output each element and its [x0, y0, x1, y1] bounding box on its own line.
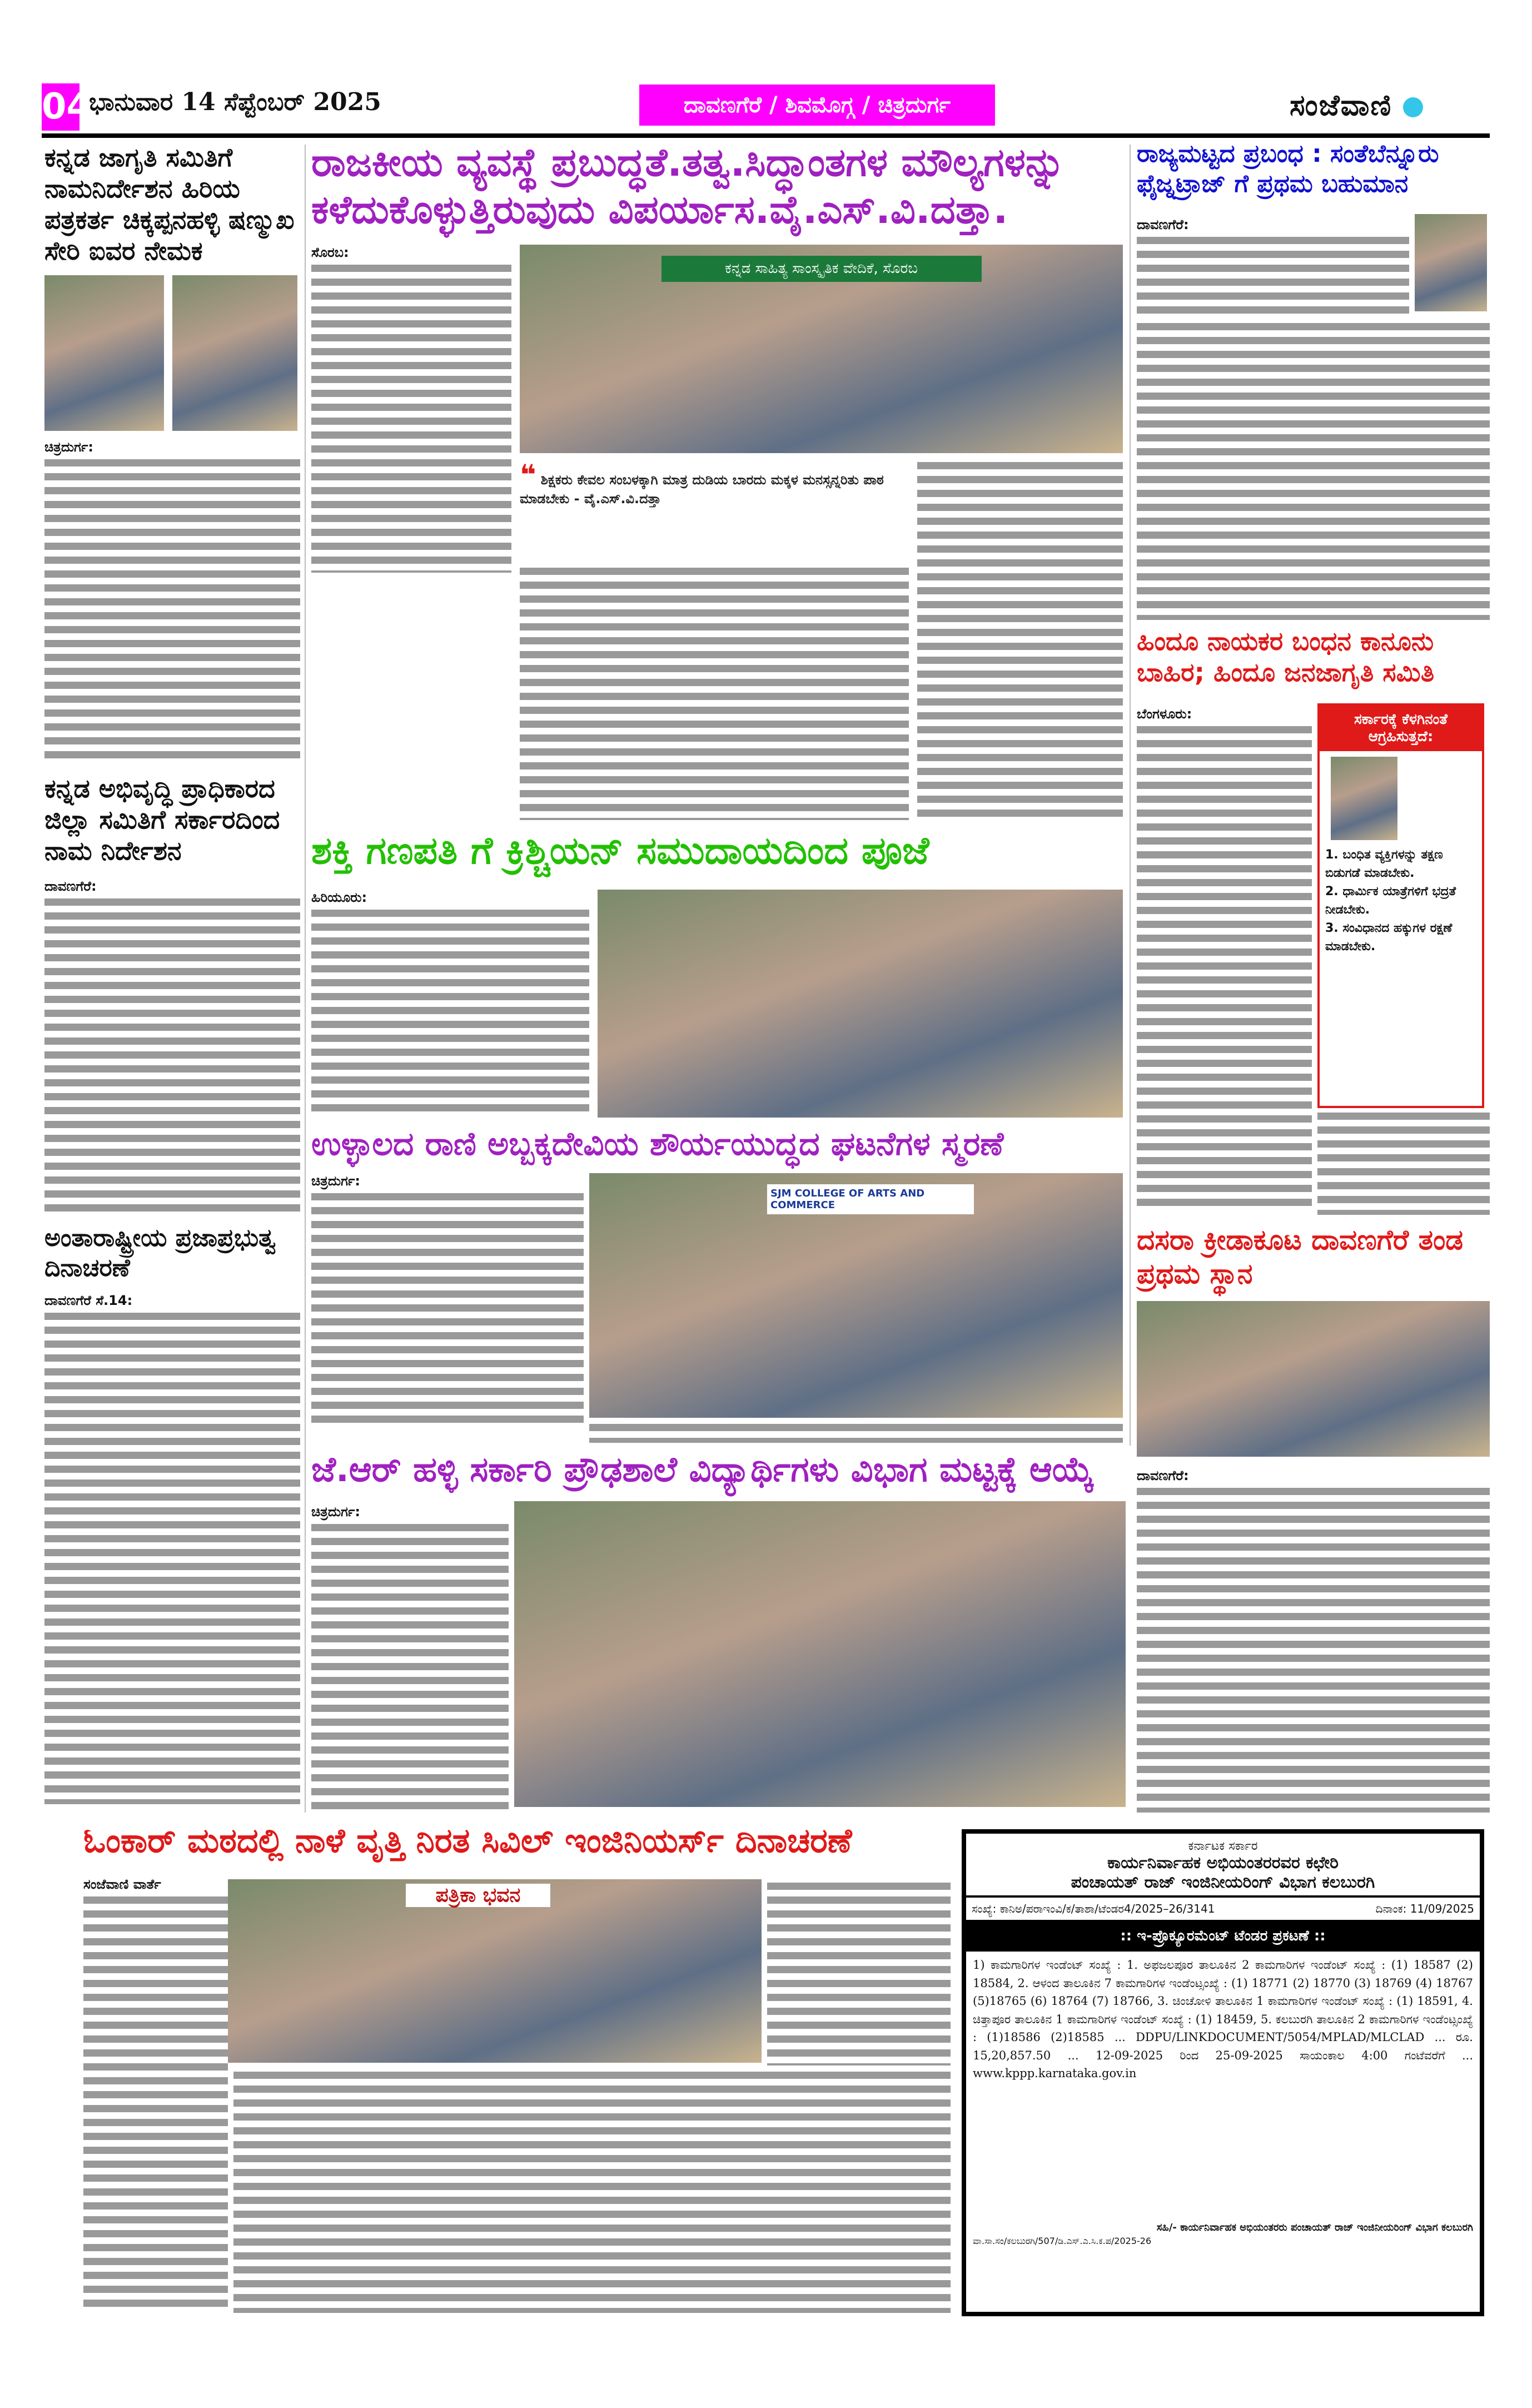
- dateline: ಬೆಂಗಳೂರು:: [1137, 706, 1192, 722]
- dateline: ದಾವಣಗೆರೆ:: [1137, 217, 1189, 232]
- dateline: ಹಿರಿಯೂರು:: [311, 890, 367, 905]
- article-body: [917, 459, 1123, 820]
- portrait-photo: [172, 275, 297, 431]
- jr-halli-headline: ಜೆ.ಆರ್ ಹಳ್ಳಿ ಸರ್ಕಾರಿ ಪ್ರೌಢಶಾಲೆ ವಿದ್ಯಾರ್ಥಿಗಳು ವಿಭಾಗ ಮಟ್ಟಕ್ಕೆ ಆಯ್ಕೆ: [311, 1449, 1094, 1490]
- article-body: [1137, 723, 1312, 1212]
- article-body: [311, 1190, 584, 1423]
- article-body: [44, 1309, 300, 1804]
- demands-title: ಸರ್ಕಾರಕ್ಕೆ ಕೆಳಗಿನಂತೆ ಆಗ್ರಹಿಸುತ್ತದೆ:: [1320, 706, 1482, 751]
- article-body: [1137, 320, 1490, 620]
- article-body: [311, 261, 511, 573]
- tender-date: ದಿನಾಂಕ: 11/09/2025: [1375, 1902, 1474, 1915]
- article-body: [311, 906, 589, 1118]
- tender-title: :: ಇ-ಪ್ರೊಕ್ಯೂರಮೆಂಟ್ ಟೆಂಡರ ಪ್ರಕಟಣೆ ::: [966, 1921, 1480, 1952]
- dateline: ದಾವಣಗೆರೆ ಸೆ.14:: [44, 1293, 133, 1308]
- article-body: [1137, 234, 1409, 317]
- tender-notice: [962, 1829, 1484, 2316]
- article-body: [83, 1893, 228, 2310]
- tender-govt: ಕರ್ನಾಟಕ ಸರ್ಕಾರ: [1188, 1839, 1258, 1853]
- ullala-headline: ಉಳ್ಳಾಲದ ರಾಣಿ ಅಬ್ಬಕ್ಕದೇವಿಯ ಶೌರ್ಯಯುದ್ಧದ ಘಟನೆಗಳ ಸ್ಮರಣೆ: [311, 1125, 1004, 1163]
- main-headline: ರಾಜಕೀಯ ವ್ಯವಸ್ಥೆ ಪ್ರಬುದ್ಧತೆ.ತತ್ವ.ಸಿದ್ಧಾಂತಗಳ ಮೌಲ್ಯಗಳನ್ನು ಕಳೆದುಕೊಳ್ಳುತ್ತಿರುವುದು ವಿಪರ್ಯಾಸ.ವೈ.ಎಸ್.ವಿ.ದತ್ತಾ.: [311, 140, 1065, 233]
- dateline: ಸಂಜೆವಾಣಿ ವಾರ್ತೆ: [83, 1876, 161, 1892]
- dateline: ದಾವಣಗೆರೆ:: [1137, 1468, 1189, 1483]
- right-story1-headline: ರಾಜ್ಯಮಟ್ಟದ ಪ್ರಬಂಧ : ಸಂತೆಬೆನ್ನೂರು ಫೈಜ್ನಟ್ರಾಜ್ ಗೆ ಪ್ರಥಮ ಬಹುಮಾನ: [1137, 140, 1439, 198]
- article-body: [233, 2068, 951, 2313]
- winner-photo: [1415, 214, 1487, 311]
- article-body: [1137, 1484, 1490, 1813]
- dateline: ಚಿತ್ರದುರ್ಗ:: [311, 1173, 361, 1189]
- issue-date: ಭಾನುವಾರ 14 ಸೆಪ್ಟೆಂಬರ್ 2025: [89, 88, 381, 116]
- photo-banner: SJM COLLEGE OF ARTS AND COMMERCE: [767, 1184, 974, 1214]
- tender-dept: ಪಂಚಾಯತ್ ರಾಜ್ ಇಂಜಿನೀಯರಿಂಗ್ ವಿಭಾಗ ಕಲಬುರಗಿ: [966, 1873, 1480, 1898]
- tender-body: 1) ಕಾಮಗಾರಿಗಳ ಇಂಡೆಂಟ್ ಸಂಖ್ಯೆ : 1. ಅಫಜಲಪೂರ ತಾಲೂಕಿನ 2 ಕಾಮಗಾರಿಗಳ ಇಂಡೆಂಟ್ ಸಂಖ್ಯೆ : (1) 18587 (2) 18584, 2. ಆಳಂದ ತಾಲೂಕಿನ 7 ಕಾಮಗಾರಿಗಳ ಇಂಡೆಂಟ್ಸಂಖ್ಯೆ : (1) 18771 (2) 18770 (3) 18769 (4) 18767 (5)18765 (6) 18764 (7) 18766, 3. ಚಿಂಚೋಳಿ ತಾಲೂಕಿನ 1 ಕಾಮಗಾರಿಗಳ ಇಂಡೆಂಟ್ ಸಂಖ್ಯೆ : (1) 18591, 4. ಚಿತ್ತಾಪೂರ ತಾಲೂಕಿನ 1 ಕಾಮಗಾರಿಗಳ ಇಂಡೆಂಟ್ ಸಂಖ್ಯೆ : (1) 18459, 5. ಕಲಬುರಗಿ ತಾಲೂಕಿನ 2 ಕಾಮಗಾರಿಗಳ ಇಂಡೆಂಟ್ಸಂಖ್ಯೆ : (1)18586 (2)18585 ... DDPU/LINKDOCUMENT/5054/MPLAD/MLCLAD ... ರೂ. 15,20,857.50 ... 12-09-2025 ರಿಂದ 25-09-2025 ಸಾಯಂಕಾಲ 4:00 ಗಂಟೆವರೆಗೆ ... www.kppp.karnataka.gov.in: [973, 1958, 1473, 2081]
- quote-text: ಶಿಕ್ಷಕರು ಕೇವಲ ಸಂಬಳಕ್ಕಾಗಿ ಮಾತ್ರ ದುಡಿಯ ಬಾರದು ಮಕ್ಕಳ ಮನಸ್ಸನ್ನರಿತು ಪಾಠ ಮಾಡಬೇಕು - ವೈ.ಎಸ್.ವಿ.ದತ್ತಾ: [520, 472, 884, 507]
- dateline: ದಾವಣಗೆರೆ:: [44, 878, 97, 894]
- header-rule: [42, 133, 1490, 138]
- tender-signature: ಸಹಿ/- ಕಾರ್ಯನಿರ್ವಾಹಕ ಅಭಿಯಂತರರು ಪಂಚಾಯತ್ ರಾಜ್ ಇಂಜಿನೀಯರಿಂಗ್ ವಿಭಾಗ ಕಲಬುರಗಿ: [1156, 2222, 1473, 2233]
- tender-office: ಕಾರ್ಯನಿರ್ವಾಹಕ ಅಭಿಯಂತರರವರ ಕಛೇರಿ: [1107, 1853, 1339, 1873]
- demands-box: [1317, 703, 1484, 1108]
- column-divider: [1130, 145, 1131, 1446]
- right-story3-headline: ದಸರಾ ಕ್ರೀಡಾಕೂಟ ದಾವಣಗೆರೆ ತಂಡ ಪ್ರಥಮ ಸ್ಥಾನ: [1137, 1224, 1464, 1290]
- omkar-headline: ಓಂಕಾರ್ ಮಠದಲ್ಲಿ ನಾಳೆ ವೃತ್ತಿ ನಿರತ ಸಿವಿಲ್ ಇಂಜಿನಿಯರ್ಸ್ ದಿನಾಚರಣೆ: [83, 1821, 852, 1860]
- left-story2-headline: ಕನ್ನಡ ಅಭಿವೃದ್ಧಿ ಪ್ರಾಧಿಕಾರದ ಜಿಲ್ಲಾ ಸಮಿತಿಗೆ ಸರ್ಕಾರದಿಂದ ನಾಮ ನಿರ್ದೇಶನ: [44, 773, 280, 866]
- dateline: ಸೊರಬ:: [311, 245, 349, 260]
- dateline: ಚಿತ್ರದುರ್ಗ:: [44, 439, 94, 455]
- quote-icon: ❝: [520, 459, 536, 491]
- event-photo: [520, 245, 1123, 453]
- sports-team-photo: [1137, 1301, 1490, 1457]
- demand-item: 2. ಧಾರ್ಮಿಕ ಯಾತ್ರೆಗಳಿಗೆ ಭದ್ರತೆ ನೀಡಬೇಕು.: [1325, 885, 1456, 917]
- left-story1-headline: ಕನ್ನಡ ಜಾಗೃತಿ ಸಮಿತಿಗೆ ನಾಮನಿರ್ದೇಶನ ಹಿರಿಯ ಪತ್ರಕರ್ತ ಚಿಕ್ಕಪ್ಪನಹಳ್ಳಿ ಷಣ್ಮುಖ ಸೇರಿ ಐವರ ನೇಮಕ: [44, 142, 295, 266]
- demand-item: 3. ಸಂವಿಧಾನದ ಹಕ್ಕುಗಳ ರಕ್ಷಣೆ ಮಾಡಬೇಕು.: [1325, 921, 1453, 954]
- portrait-photo: [44, 275, 164, 431]
- ceremony-photo: [598, 890, 1123, 1118]
- tender-footer: ವಾ.ಸಾ.ಸಂ/ಕಲಬುರಗಿ/507/ಡಿ.ಎಸ್.ಎ.ಸಿ.ಕ.ಪ/2025-26: [973, 2236, 1152, 2246]
- logo-text: ಸಂಜೆವಾಣಿ: [1290, 89, 1392, 122]
- article-body: [589, 1421, 1123, 1443]
- article-body: [311, 1521, 509, 1810]
- column-divider: [305, 145, 306, 1813]
- demand-item: 1. ಬಂಧಿತ ವ್ಯಕ್ತಿಗಳನ್ನು ತಕ್ಷಣ ಬಿಡುಗಡೆ ಮಾಡಬೇಕು.: [1325, 848, 1443, 880]
- left-story3-headline: ಅಂತಾರಾಷ್ಟ್ರೀಯ ಪ್ರಜಾಪ್ರಭುತ್ವ ದಿನಾಚರಣೆ: [44, 1224, 276, 1282]
- page-number: 04: [42, 83, 79, 131]
- college-photo: [589, 1173, 1123, 1418]
- newspaper-logo: [1290, 89, 1423, 123]
- shakti-headline: ಶಕ್ತಿ ಗಣಪತಿ ಗೆ ಕ್ರಿಶ್ಚಿಯನ್ ಸಮುದಾಯದಿಂದ ಪೂಜೆ: [311, 829, 929, 873]
- article-body: [44, 895, 300, 1218]
- logo-globe-icon: [1403, 97, 1423, 117]
- article-body: [520, 564, 909, 820]
- students-photo: [514, 1501, 1126, 1807]
- edition-label: ದಾವಣಗೆರೆ / ಶಿವಮೊಗ್ಗ / ಚಿತ್ರದುರ್ಗ: [639, 85, 995, 126]
- person-photo: [1331, 757, 1397, 840]
- article-body: [44, 456, 300, 762]
- engineers-photo: [228, 1879, 762, 2063]
- tender-ref: ಸಂಖ್ಯೆ: ಕಾನಿಅ/ಪರಾಇಂವಿ/ಕ/ತಾಶಾ/ಟೆಂಡರ4/2025–26/3141: [972, 1902, 1215, 1915]
- article-body: [1317, 1109, 1490, 1215]
- article-body: [767, 1879, 951, 2066]
- pull-quote: [520, 459, 909, 507]
- photo-banner: ಪತ್ರಿಕಾ ಭವನ: [406, 1884, 550, 1907]
- right-story2-headline: ಹಿಂದೂ ನಾಯಕರ ಬಂಧನ ಕಾನೂನು ಬಾಹಿರ; ಹಿಂದೂ ಜನಜಾಗೃತಿ ಸಮಿತಿ: [1137, 626, 1435, 688]
- photo-banner: ಕನ್ನಡ ಸಾಹಿತ್ಯ ಸಾಂಸ್ಕೃತಿಕ ವೇದಿಕೆ, ಸೊರಬ: [661, 256, 982, 282]
- dateline: ಚಿತ್ರದುರ್ಗ:: [311, 1504, 361, 1520]
